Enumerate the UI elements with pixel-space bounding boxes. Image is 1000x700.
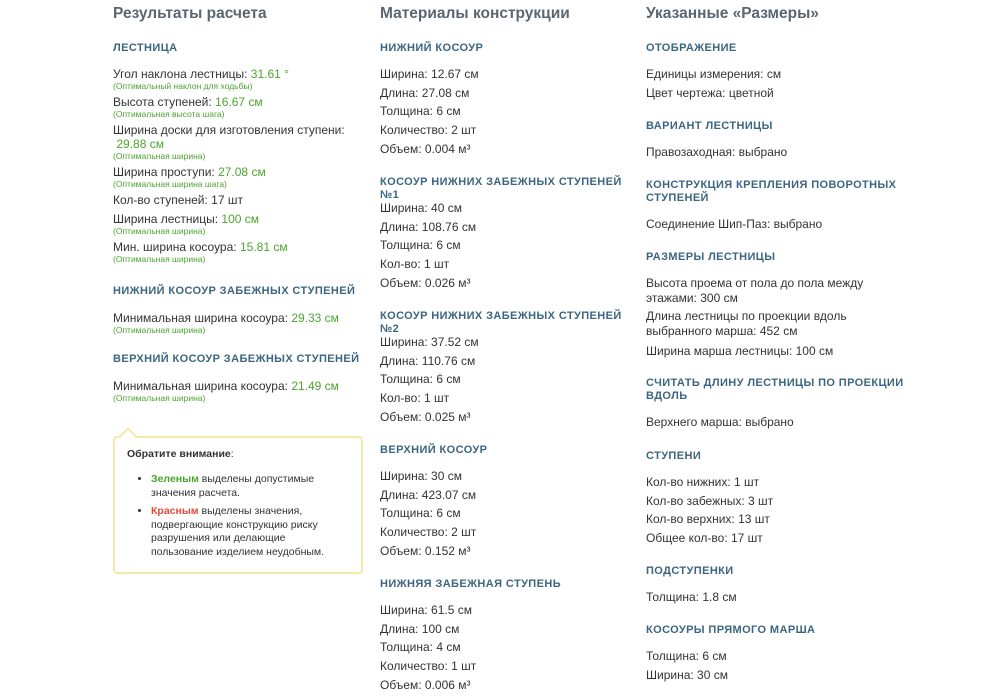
upper-winder-params bbox=[113, 379, 368, 407]
spec-line: Длина: 108.76 см bbox=[380, 219, 477, 234]
param-note: (Оптимальная ширина) bbox=[113, 226, 206, 236]
upper-stringer-specs bbox=[380, 467, 642, 561]
section-title-lower-winder-stringer-2: КОСОУР НИЖНИХ ЗАБЕЖНЫХ СТУПЕНЕЙ №2 bbox=[380, 310, 622, 335]
section-title-lower-stringer: НИЖНИЙ КОСОУР bbox=[380, 42, 484, 54]
display-specs bbox=[646, 65, 906, 102]
spec-line: Длина: 100 см bbox=[380, 621, 460, 636]
spec-line: Ширина марша лестницы: 100 см bbox=[646, 344, 834, 358]
param-min-stringer-width: Минимальная ширина косоура: 21.49 см bbox=[113, 379, 339, 393]
section-title-stair: ЛЕСТНИЦА bbox=[113, 42, 178, 54]
spec-line: Кол-во нижних: 1 шт bbox=[646, 475, 760, 489]
spec-line: Кол-во: 1 шт bbox=[380, 257, 450, 272]
param-step-count: Кол-во ступеней: 17 шт bbox=[113, 193, 243, 207]
section-title-lower-winder-stringer: НИЖНИЙ КОСОУР ЗАБЕЖНЫХ СТУПЕНЕЙ bbox=[113, 285, 356, 297]
spec-line: Толщина: 6 см bbox=[380, 506, 461, 521]
param-note: (Оптимальная ширина) bbox=[113, 325, 206, 335]
stair-variant-specs bbox=[646, 143, 906, 162]
lower-winder-stringer-1-specs bbox=[380, 199, 642, 293]
param-value: 17 шт bbox=[211, 193, 243, 207]
section-title-winder-fixing: КОНСТРУКЦИЯ КРЕПЛЕНИЯ ПОВОРОТНЫХ СТУПЕНЕЙ bbox=[646, 179, 897, 204]
spec-line: Толщина: 6 см bbox=[646, 649, 727, 663]
spec-line: Длина: 27.08 см bbox=[380, 85, 470, 100]
param-value: 31.61 ° bbox=[250, 67, 289, 81]
spec-line: Ширина: 40 см bbox=[380, 201, 462, 215]
section-title-steps: СТУПЕНИ bbox=[646, 450, 702, 462]
spec-line: Цвет чертежа: цветной bbox=[646, 85, 774, 100]
spec-line: Единицы измерения: см bbox=[646, 67, 782, 81]
spec-line: Ширина: 37.52 см bbox=[380, 335, 479, 349]
spec-line: Объем: 0.025 м³ bbox=[380, 409, 471, 424]
section-title-risers: ПОДСТУПЕНКИ bbox=[646, 565, 734, 577]
spec-line: Количество: 2 шт bbox=[380, 525, 477, 540]
param-value: 16.67 см bbox=[215, 95, 263, 109]
spec-line: Толщина: 6 см bbox=[380, 238, 461, 253]
dimensions-title: Указанные «Размеры» bbox=[646, 5, 819, 22]
section-title-lower-winder-stringer-1: КОСОУР НИЖНИХ ЗАБЕЖНЫХ СТУПЕНЕЙ №1 bbox=[380, 176, 622, 201]
results-title: Результаты расчета bbox=[113, 5, 267, 22]
spec-line: Длина лестницы по проекции вдоль выбранного марша: 452 см bbox=[646, 309, 847, 338]
risers-specs bbox=[646, 588, 906, 607]
param-tread-width: Ширина проступи: 27.08 см bbox=[113, 165, 266, 179]
param-note: (Оптимальный наклон для ходьбы) bbox=[113, 81, 253, 91]
spec-line: Толщина: 6 см bbox=[380, 104, 461, 119]
spec-line: Объем: 0.004 м³ bbox=[380, 141, 471, 156]
spec-line: Длина: 423.07 см bbox=[380, 487, 477, 502]
stair-params bbox=[113, 67, 368, 268]
spec-line: Соединение Шип-Паз: выбрано bbox=[646, 217, 823, 231]
spec-line: Ширина: 30 см bbox=[646, 667, 728, 682]
param-min-stringer-width: Мин. ширина косоура: 15.81 см bbox=[113, 240, 288, 254]
spec-line: Кол-во верхних: 13 шт bbox=[646, 512, 770, 527]
param-value: 21.49 см bbox=[291, 379, 339, 393]
param-stair-width: Ширина лестницы: 100 см bbox=[113, 212, 259, 226]
param-value: 15.81 см bbox=[239, 240, 288, 254]
param-value: 29.88 см bbox=[116, 137, 164, 151]
section-title-stair-dimensions: РАЗМЕРЫ ЛЕСТНИЦЫ bbox=[646, 251, 776, 263]
param-min-stringer-width: Минимальная ширина косоура: 29.33 см bbox=[113, 311, 339, 325]
section-title-upper-winder-stringer: ВЕРХНИЙ КОСОУР ЗАБЕЖНЫХ СТУПЕНЕЙ bbox=[113, 353, 360, 365]
section-title-lower-winder-step: НИЖНЯЯ ЗАБЕЖНАЯ СТУПЕНЬ bbox=[380, 578, 561, 590]
spec-line: Толщина: 4 см bbox=[380, 640, 461, 655]
spec-line: Правозаходная: выбрано bbox=[646, 145, 788, 159]
spec-line: Объем: 0.152 м³ bbox=[380, 543, 471, 558]
section-title-length-projection: СЧИТАТЬ ДЛИНУ ЛЕСТНИЦЫ ПО ПРОЕКЦИИ ВДОЛЬ bbox=[646, 377, 904, 402]
lower-stringer-specs bbox=[380, 65, 642, 159]
param-note: (Оптимальная ширина шага) bbox=[113, 179, 227, 189]
spec-line: Толщина: 1.8 см bbox=[646, 590, 737, 604]
lower-winder-step-specs bbox=[380, 601, 642, 695]
param-value: 27.08 см bbox=[218, 165, 266, 179]
param-note: (Оптимальная ширина) bbox=[113, 393, 206, 403]
section-title-upper-stringer: ВЕРХНИЙ КОСОУР bbox=[380, 444, 488, 456]
spec-line: Ширина: 61.5 см bbox=[380, 603, 472, 617]
notice-list bbox=[127, 473, 349, 559]
spec-line: Количество: 2 шт bbox=[380, 123, 477, 138]
param-value: 100 см bbox=[221, 212, 259, 226]
spec-line: Высота проема от пола до пола между этажами: 300 см bbox=[646, 276, 864, 305]
steps-specs bbox=[646, 473, 906, 548]
spec-line: Кол-во: 1 шт bbox=[380, 391, 450, 406]
section-title-stair-variant: ВАРИАНТ ЛЕСТНИЦЫ bbox=[646, 120, 773, 132]
spec-line: Ширина: 30 см bbox=[380, 469, 462, 483]
length-projection-specs bbox=[646, 413, 906, 432]
straight-stringers-specs bbox=[646, 647, 906, 684]
notice-item-green: • Зеленым выделены допустимые значения расчета. bbox=[151, 473, 349, 500]
notice-title: Обратите внимание: bbox=[127, 448, 234, 460]
spec-line: Длина: 110.76 см bbox=[380, 353, 476, 368]
spec-line: Общее кол-во: 17 шт bbox=[646, 531, 763, 546]
spec-line: Объем: 0.006 м³ bbox=[380, 677, 471, 692]
param-step-height: Высота ступеней: 16.67 см bbox=[113, 95, 263, 109]
materials-title: Материалы конструкции bbox=[380, 5, 570, 22]
param-value: 29.33 см bbox=[291, 311, 339, 325]
spec-line: Объем: 0.026 м³ bbox=[380, 275, 471, 290]
spec-line: Толщина: 6 см bbox=[380, 372, 461, 387]
spec-line: Ширина: 12.67 см bbox=[380, 67, 479, 81]
spec-line: Кол-во забежных: 3 шт bbox=[646, 493, 774, 508]
spec-line: Количество: 1 шт bbox=[380, 659, 477, 674]
spec-line: Верхнего марша: выбрано bbox=[646, 415, 794, 429]
section-title-display: ОТОБРАЖЕНИЕ bbox=[646, 42, 737, 54]
param-board-width: Ширина доски для изготовления ступени: 29.88 см bbox=[113, 123, 345, 151]
param-note: (Оптимальная ширина) bbox=[113, 254, 206, 264]
param-note: (Оптимальная высота шага) bbox=[113, 109, 225, 119]
stair-dimensions-specs bbox=[646, 276, 906, 361]
notice-box bbox=[113, 436, 363, 574]
param-angle: Угол наклона лестницы: 31.61 ° bbox=[113, 67, 289, 81]
winder-fixing-specs bbox=[646, 215, 906, 234]
section-title-straight-stringers: КОСОУРЫ ПРЯМОГО МАРША bbox=[646, 624, 816, 636]
lower-winder-params bbox=[113, 311, 368, 339]
param-note: (Оптимальная ширина) bbox=[113, 151, 206, 161]
lower-winder-stringer-2-specs bbox=[380, 333, 642, 427]
notice-arrow bbox=[118, 427, 138, 447]
notice-item-red: • Красным выделены значения, подвергающие конструкцию риску разрушения или делающие пользование изделием неудобным. bbox=[151, 505, 349, 559]
